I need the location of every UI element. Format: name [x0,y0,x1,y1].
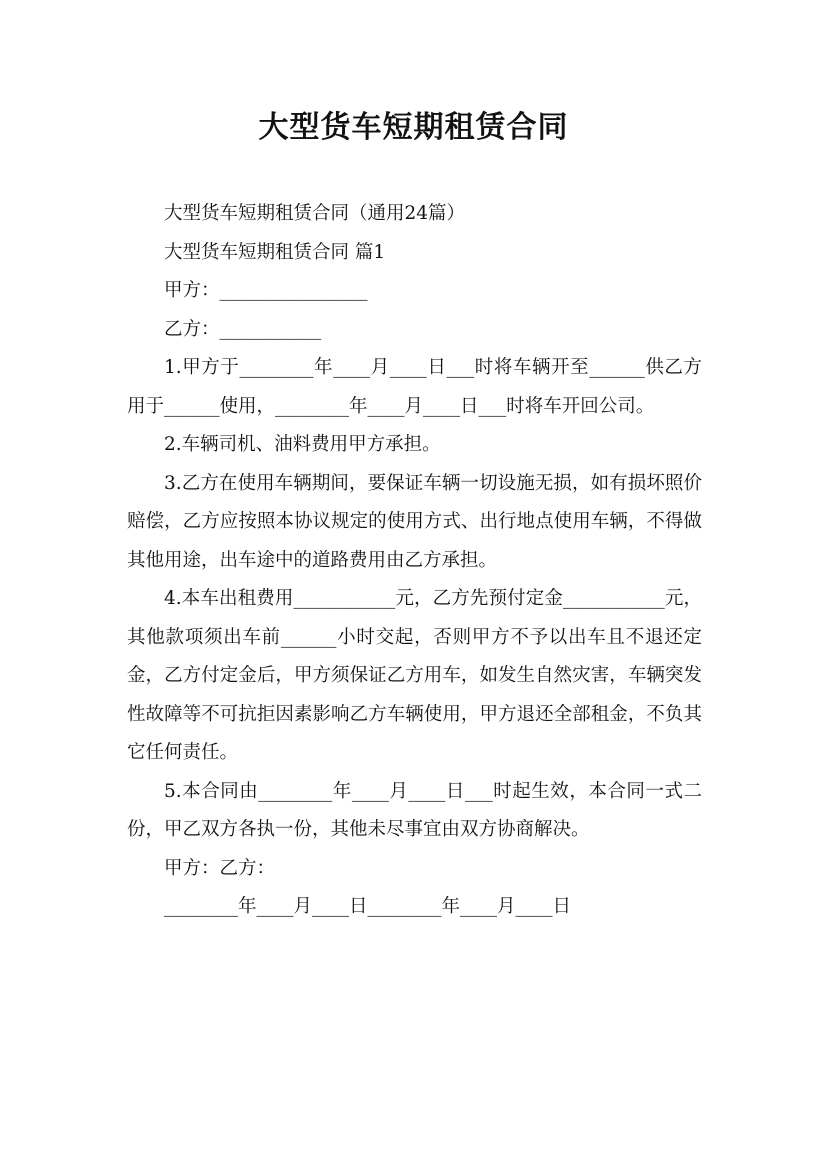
clause-3: 3.乙方在使用车辆期间，要保证车辆一切设施无损，如有损坏照价赔偿，乙方应按照本协议规定的使用方式、出行地点使用车辆，不得做其他用途，出车途中的道路费用由乙方承担。 [127,472,702,571]
document-body [127,195,702,927]
signature-dates: ________年____月____日________年____月____日 [164,896,572,917]
clause-5: 5.本合同由________年____月____日___时起生效，本合同一式二份，甲乙双方各执一份，其他未尽事宜由双方协商解决。 [127,780,702,840]
clause-4: 4.本车出租费用___________元，乙方先预付定金___________元，其他款项须出车前______小时交起，否则甲方不予以出车且不退还定金，乙方付定金后，甲方须保证乙方用车，如发生自然灾害，车辆突发性故障等不可抗拒因素影响乙方车辆使用，甲方退还全部租金，不负其它任何责任。 [127,588,702,763]
paragraph-heading-collection: 大型货车短期租赁合同（通用24篇） [164,203,466,224]
clause-2: 2.车辆司机、油料费用甲方承担。 [164,434,441,455]
paragraph-heading-part: 大型货车短期租赁合同 篇1 [164,241,386,263]
signature-parties: 甲方：乙方： [164,857,276,879]
party-b-line: 乙方：___________ [164,318,322,340]
clause-1: 1.甲方于________年____月____日___时将车辆开至______供乙方用于______使用，________年____月____日___时将车开回公司。 [127,357,702,417]
document-title: 大型货车短期租赁合同 [258,110,569,145]
party-a-line: 甲方：________________ [164,280,368,301]
